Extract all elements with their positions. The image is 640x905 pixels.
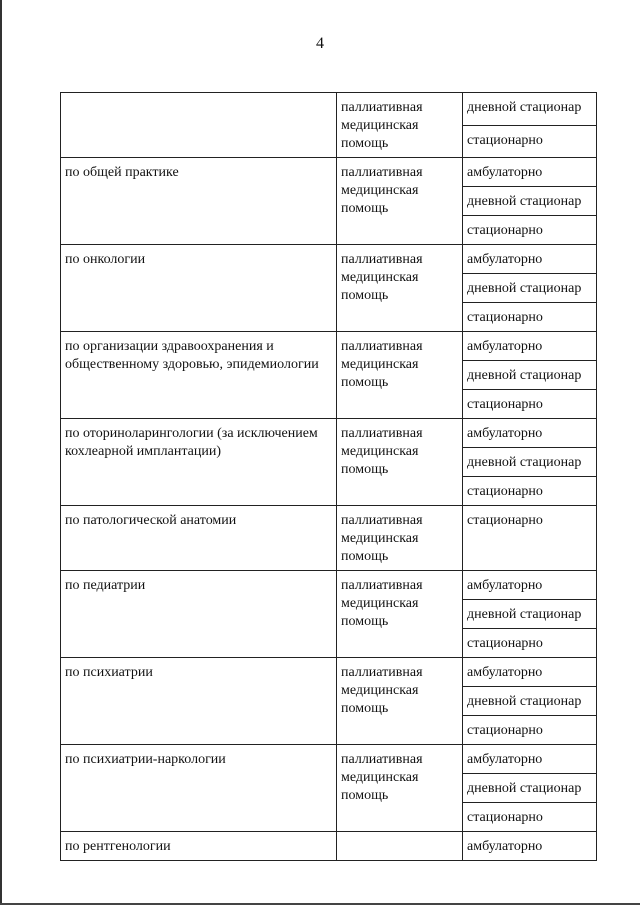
table-row: [61, 93, 597, 126]
specialty-cell: по оториноларингологии (за исключением кохлеарной имплантации): [61, 419, 337, 506]
condition-cell: стационарно: [463, 216, 597, 245]
care-type-cell: паллиативная медицинская помощь: [337, 245, 463, 332]
table-row: [61, 419, 597, 448]
care-type-cell: паллиативная медицинская помощь: [337, 658, 463, 745]
condition-cell: стационарно: [463, 125, 597, 158]
condition-cell: амбулаторно: [463, 658, 597, 687]
specialty-cell: [61, 93, 337, 158]
care-type-cell: паллиативная медицинская помощь: [337, 745, 463, 832]
specialty-cell: по общей практике: [61, 158, 337, 245]
condition-cell: дневной стационар: [463, 274, 597, 303]
specialty-cell: по рентгенологии: [61, 832, 337, 861]
condition-cell: дневной стационар: [463, 774, 597, 803]
condition-cell: стационарно: [463, 390, 597, 419]
specialty-cell: по психиатрии: [61, 658, 337, 745]
condition-cell: амбулаторно: [463, 245, 597, 274]
condition-cell: стационарно: [463, 477, 597, 506]
table-row: [61, 506, 597, 571]
condition-cell: амбулаторно: [463, 745, 597, 774]
condition-cell: стационарно: [463, 716, 597, 745]
condition-cell: дневной стационар: [463, 187, 597, 216]
care-type-cell: паллиативная медицинская помощь: [337, 419, 463, 506]
specialty-cell: по педиатрии: [61, 571, 337, 658]
care-type-cell: паллиативная медицинская помощь: [337, 571, 463, 658]
care-type-cell: паллиативная медицинская помощь: [337, 93, 463, 158]
condition-cell: амбулаторно: [463, 332, 597, 361]
condition-cell: амбулаторно: [463, 158, 597, 187]
condition-cell: амбулаторно: [463, 832, 597, 861]
specialty-cell: по патологической анатомии: [61, 506, 337, 571]
specialty-cell: по психиатрии-наркологии: [61, 745, 337, 832]
table-row: [61, 332, 597, 361]
table-row: [61, 745, 597, 774]
specialty-cell: по организации здравоохранения и общественному здоровью, эпидемиологии: [61, 332, 337, 419]
table-row: [61, 658, 597, 687]
condition-cell: дневной стационар: [463, 361, 597, 390]
condition-cell: дневной стационар: [463, 600, 597, 629]
services-table: [60, 92, 597, 861]
table-row: [61, 158, 597, 187]
condition-cell: дневной стационар: [463, 448, 597, 477]
condition-cell: амбулаторно: [463, 571, 597, 600]
care-type-cell: [337, 832, 463, 861]
table-row: [61, 571, 597, 600]
care-type-cell: паллиативная медицинская помощь: [337, 506, 463, 571]
care-type-cell: паллиативная медицинская помощь: [337, 332, 463, 419]
condition-cell: стационарно: [463, 629, 597, 658]
care-type-cell: паллиативная медицинская помощь: [337, 158, 463, 245]
table-row: [61, 245, 597, 274]
condition-cell: амбулаторно: [463, 419, 597, 448]
page-number: 4: [316, 35, 324, 52]
condition-cell: стационарно: [463, 303, 597, 332]
condition-cell: дневной стационар: [463, 93, 597, 126]
specialty-cell: по онкологии: [61, 245, 337, 332]
condition-cell: дневной стационар: [463, 687, 597, 716]
scan-edge-left: [0, 0, 2, 905]
condition-cell: стационарно: [463, 803, 597, 832]
condition-cell: стационарно: [463, 506, 597, 571]
table-row: [61, 832, 597, 861]
table-body: [61, 93, 597, 861]
